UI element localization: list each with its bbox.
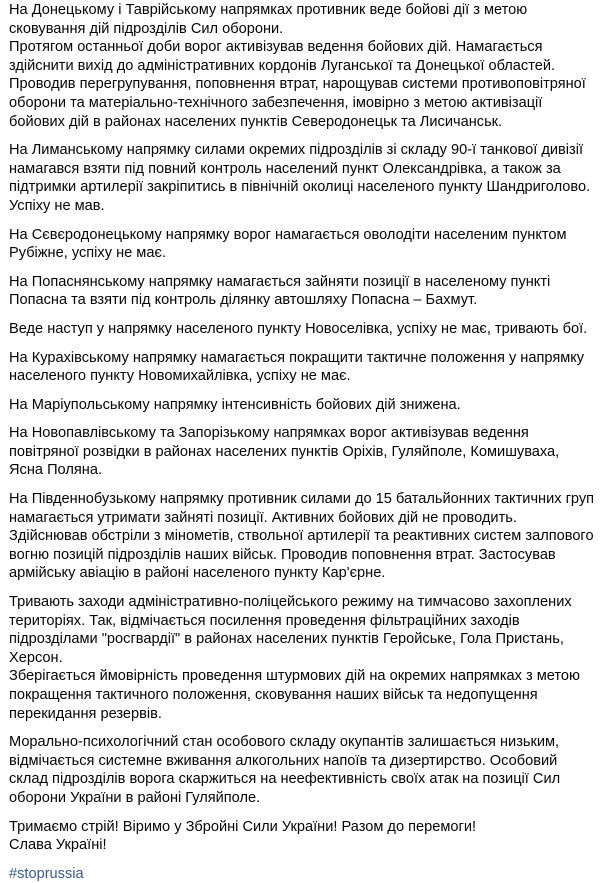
paragraph-novoselivka: Веде наступ у напрямку населеного пункту Новоселівка, успіху не має, тривають бої. <box>9 320 588 337</box>
paragraph-lyman: На Лиманському напрямку силами окремих підрозділів зі складу 90-ї танкової дивізії намагався взяти під повний контроль населений пункт Олександрівка, а також за підтримки артилерії закріпитись в північній околиці населеного пункту Шандриголово. Успіху не мав. <box>9 142 591 214</box>
post-body <box>0 1 605 883</box>
hashtag-link[interactable]: #stoprussia <box>9 865 84 882</box>
paragraph-intro: На Донецькому і Таврійському напрямках противник веде бойові дії з метою сковування дій підрозділів Сил оборони. Протягом останньої доби ворог активізував ведення бойових дій. Намагається здійснити вихід до адміністративних кордонів Луганської та Донецької областей. Проводив перегрупування, поповнення втрат, нарощував системи противоповітряної оборони та матеріально-технічного забезпечення, імовірно з метою активізації бойових дій в районах населених пунктів Северодонецьк та Лисичанськ. <box>9 2 586 130</box>
paragraph-closing: Тримаємо стрій! Віримо у Збройні Сили України! Разом до перемоги! Слава Україні! <box>9 818 477 854</box>
paragraph-novopavlivka: На Новопавлівському та Запорізькому напрямках ворог активізував ведення повітряної розвідки в районах населених пунктів Оріхів, Гуляйполе, Комишуваха, Ясна Поляна. <box>9 425 560 479</box>
paragraph-mariupol: На Маріупольському напрямку інтенсивність бойових дій знижена. <box>9 396 461 413</box>
paragraph-morale: Морально-психологічний стан особового складу окупантів залишається низьким, відмічається системне вживання алкогольних напоїв та дизертирство. Особовий склад підрозділів ворога скаржиться на неефективність своїх атак на позиції Сил оборони України в районі Гуляйполе. <box>9 734 561 806</box>
paragraph-occupied-territories: Тривають заходи адміністративно-поліцейського режиму на тимчасово захоплених територіях. Так, відмічається посилення проведення фільтраційних заходів підрозділами "росгвардії" в районах населених пунктів Геройське, Гола Пристань, Херсон. Зберігається ймовірність проведення штурмових дій на окремих напрямках з метою покращення тактичного положення, сковування наших військ та недопущення перекидання резервів. <box>9 594 580 722</box>
paragraph-kurakhove: На Курахівському напрямку намагається покращити тактичне положення у напрямку населеного пункту Новомихайлівка, успіху не має. <box>9 349 585 385</box>
hashtag-line <box>9 865 596 883</box>
paragraph-popasna: На Попаснянському напрямку намагається зайняти позиції в населеному пункті Попасна та взяти під контроль ділянку автошляху Попасна – Бахмут. <box>9 273 551 309</box>
paragraph-sievierodonetsk: На Сєвєродонецькому напрямку ворог намагається оволодіти населеним пунктом Рубіжне, успіху не має. <box>9 226 567 262</box>
paragraph-south-buh: На Південнобузькому напрямку противник силами до 15 батальйонних тактичних груп намагається утримати зайняті позиції. Активних бойових дій не проводить. Здійснював обстріли з мінометів, ствольної артилерії та реактивних систем залпового вогню позицій підрозділів наших військ. Проводив поповнення втрат. Застосував армійську авіацію в районі населеного пункту Кар'єрне. <box>9 491 595 582</box>
